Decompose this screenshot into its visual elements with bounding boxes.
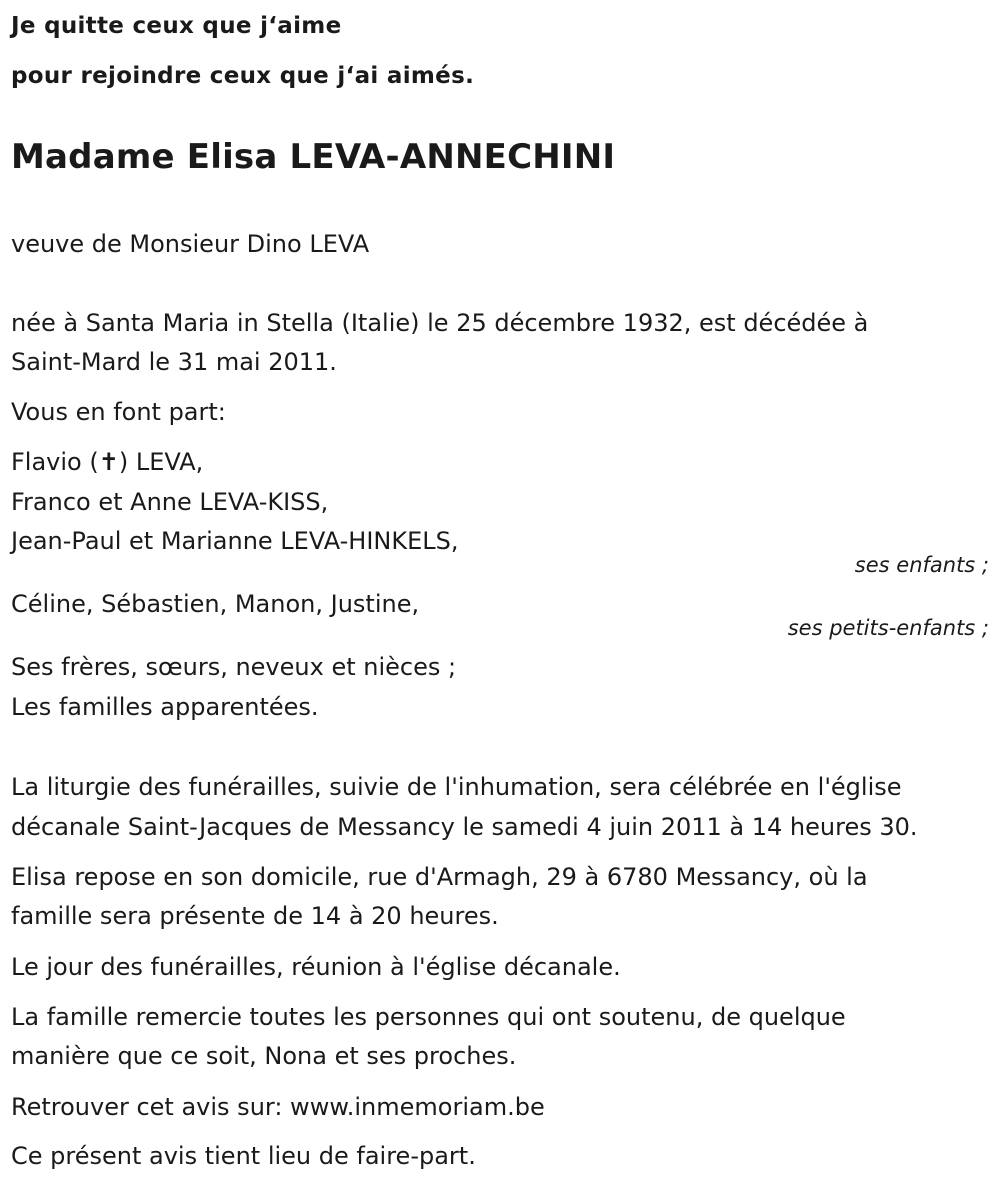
meeting: Le jour des funérailles, réunion à l'église décanale. bbox=[11, 953, 621, 981]
child-1: Flavio (✝) LEVA, bbox=[11, 448, 204, 476]
thanks-line-1: La famille remercie toutes les personnes qui ont soutenu, de quelque bbox=[11, 1003, 846, 1031]
website-notice: Retrouver cet avis sur: www.inmemoriam.be bbox=[11, 1093, 545, 1121]
quote-line-1: Je quitte ceux que j‘aime bbox=[11, 13, 342, 39]
funeral-line-1: La liturgie des funérailles, suivie de l'inhumation, sera célébrée en l'église bbox=[11, 773, 902, 801]
quote-line-2: pour rejoindre ceux que j‘ai aimés. bbox=[11, 63, 475, 89]
faire-part-notice: Ce présent avis tient lieu de faire-part. bbox=[11, 1142, 476, 1170]
birth-death-line-1: née à Santa Maria in Stella (Italie) le 25 décembre 1932, est décédée à bbox=[11, 309, 869, 337]
relatives-line-2: Les familles apparentées. bbox=[11, 693, 319, 721]
birth-death-line-2: Saint-Mard le 31 mai 2011. bbox=[11, 348, 337, 376]
repose-line-1: Elisa repose en son domicile, rue d'Armagh, 29 à 6780 Messancy, où la bbox=[11, 863, 868, 891]
funeral-line-2: décanale Saint-Jacques de Messancy le samedi 4 juin 2011 à 14 heures 30. bbox=[11, 813, 918, 841]
relatives-line-1: Ses frères, sœurs, neveux et nièces ; bbox=[11, 653, 457, 681]
child-2: Franco et Anne LEVA-KISS, bbox=[11, 488, 329, 516]
children-role: ses enfants ; bbox=[854, 553, 989, 577]
thanks-line-2: manière que ce soit, Nona et ses proches. bbox=[11, 1042, 517, 1070]
repose-line-2: famille sera présente de 14 à 20 heures. bbox=[11, 902, 499, 930]
widow-of: veuve de Monsieur Dino LEVA bbox=[11, 230, 370, 258]
grandchildren-names: Céline, Sébastien, Manon, Justine, bbox=[11, 590, 420, 618]
announcement-intro: Vous en font part: bbox=[11, 398, 226, 426]
deceased-name: Madame Elisa LEVA-ANNECHINI bbox=[11, 137, 616, 177]
grandchildren-role: ses petits-enfants ; bbox=[787, 616, 989, 640]
child-3: Jean-Paul et Marianne LEVA-HINKELS, bbox=[11, 527, 459, 555]
